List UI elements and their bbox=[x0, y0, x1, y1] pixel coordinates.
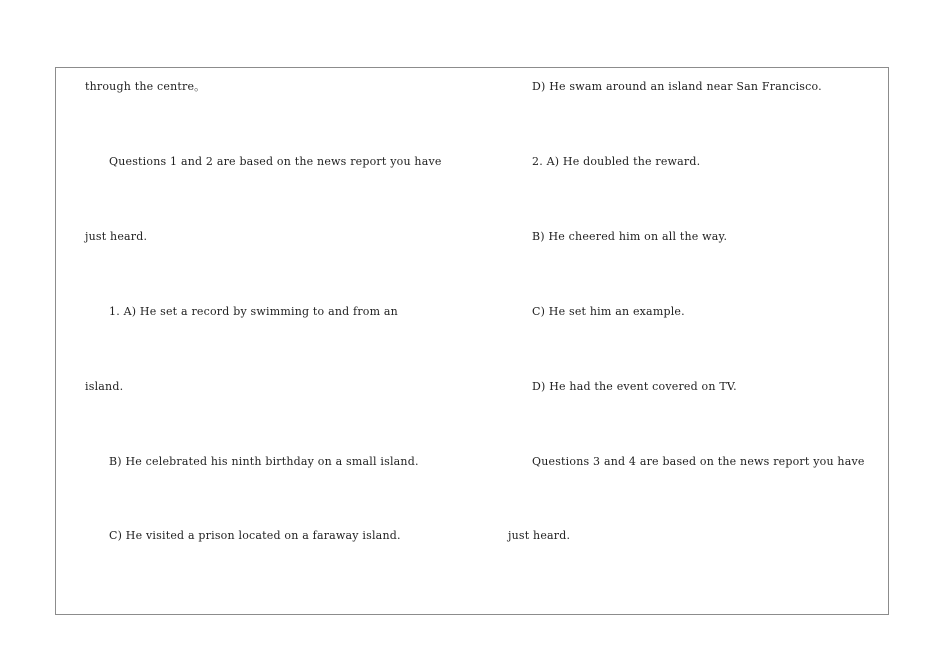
question-2-option-d: D) He had the event covered on TV. bbox=[532, 380, 737, 393]
text-line-left-3: just heard. bbox=[85, 230, 148, 243]
question-1-option-a-cont: island. bbox=[85, 380, 124, 393]
question-1-option-c: C) He visited a prison located on a faraway island. bbox=[109, 529, 401, 542]
question-1-option-a: 1. A) He set a record by swimming to and from an bbox=[109, 305, 398, 318]
question-1-option-d: D) He swam around an island near San Francisco. bbox=[532, 80, 822, 93]
text-line-left-1: through the centre。 bbox=[85, 80, 206, 93]
section-instruction: Questions 3 and 4 are based on the news report you have bbox=[532, 455, 865, 468]
text-line-left-2: Questions 1 and 2 are based on the news report you have bbox=[109, 155, 442, 168]
question-1-option-b: B) He celebrated his ninth birthday on a small island. bbox=[109, 455, 419, 468]
question-2-option-c: C) He set him an example. bbox=[532, 305, 685, 318]
section-instruction-cont: just heard. bbox=[508, 529, 571, 542]
question-2-option-b: B) He cheered him on all the way. bbox=[532, 230, 728, 243]
question-2-option-a: 2. A) He doubled the reward. bbox=[532, 155, 701, 168]
